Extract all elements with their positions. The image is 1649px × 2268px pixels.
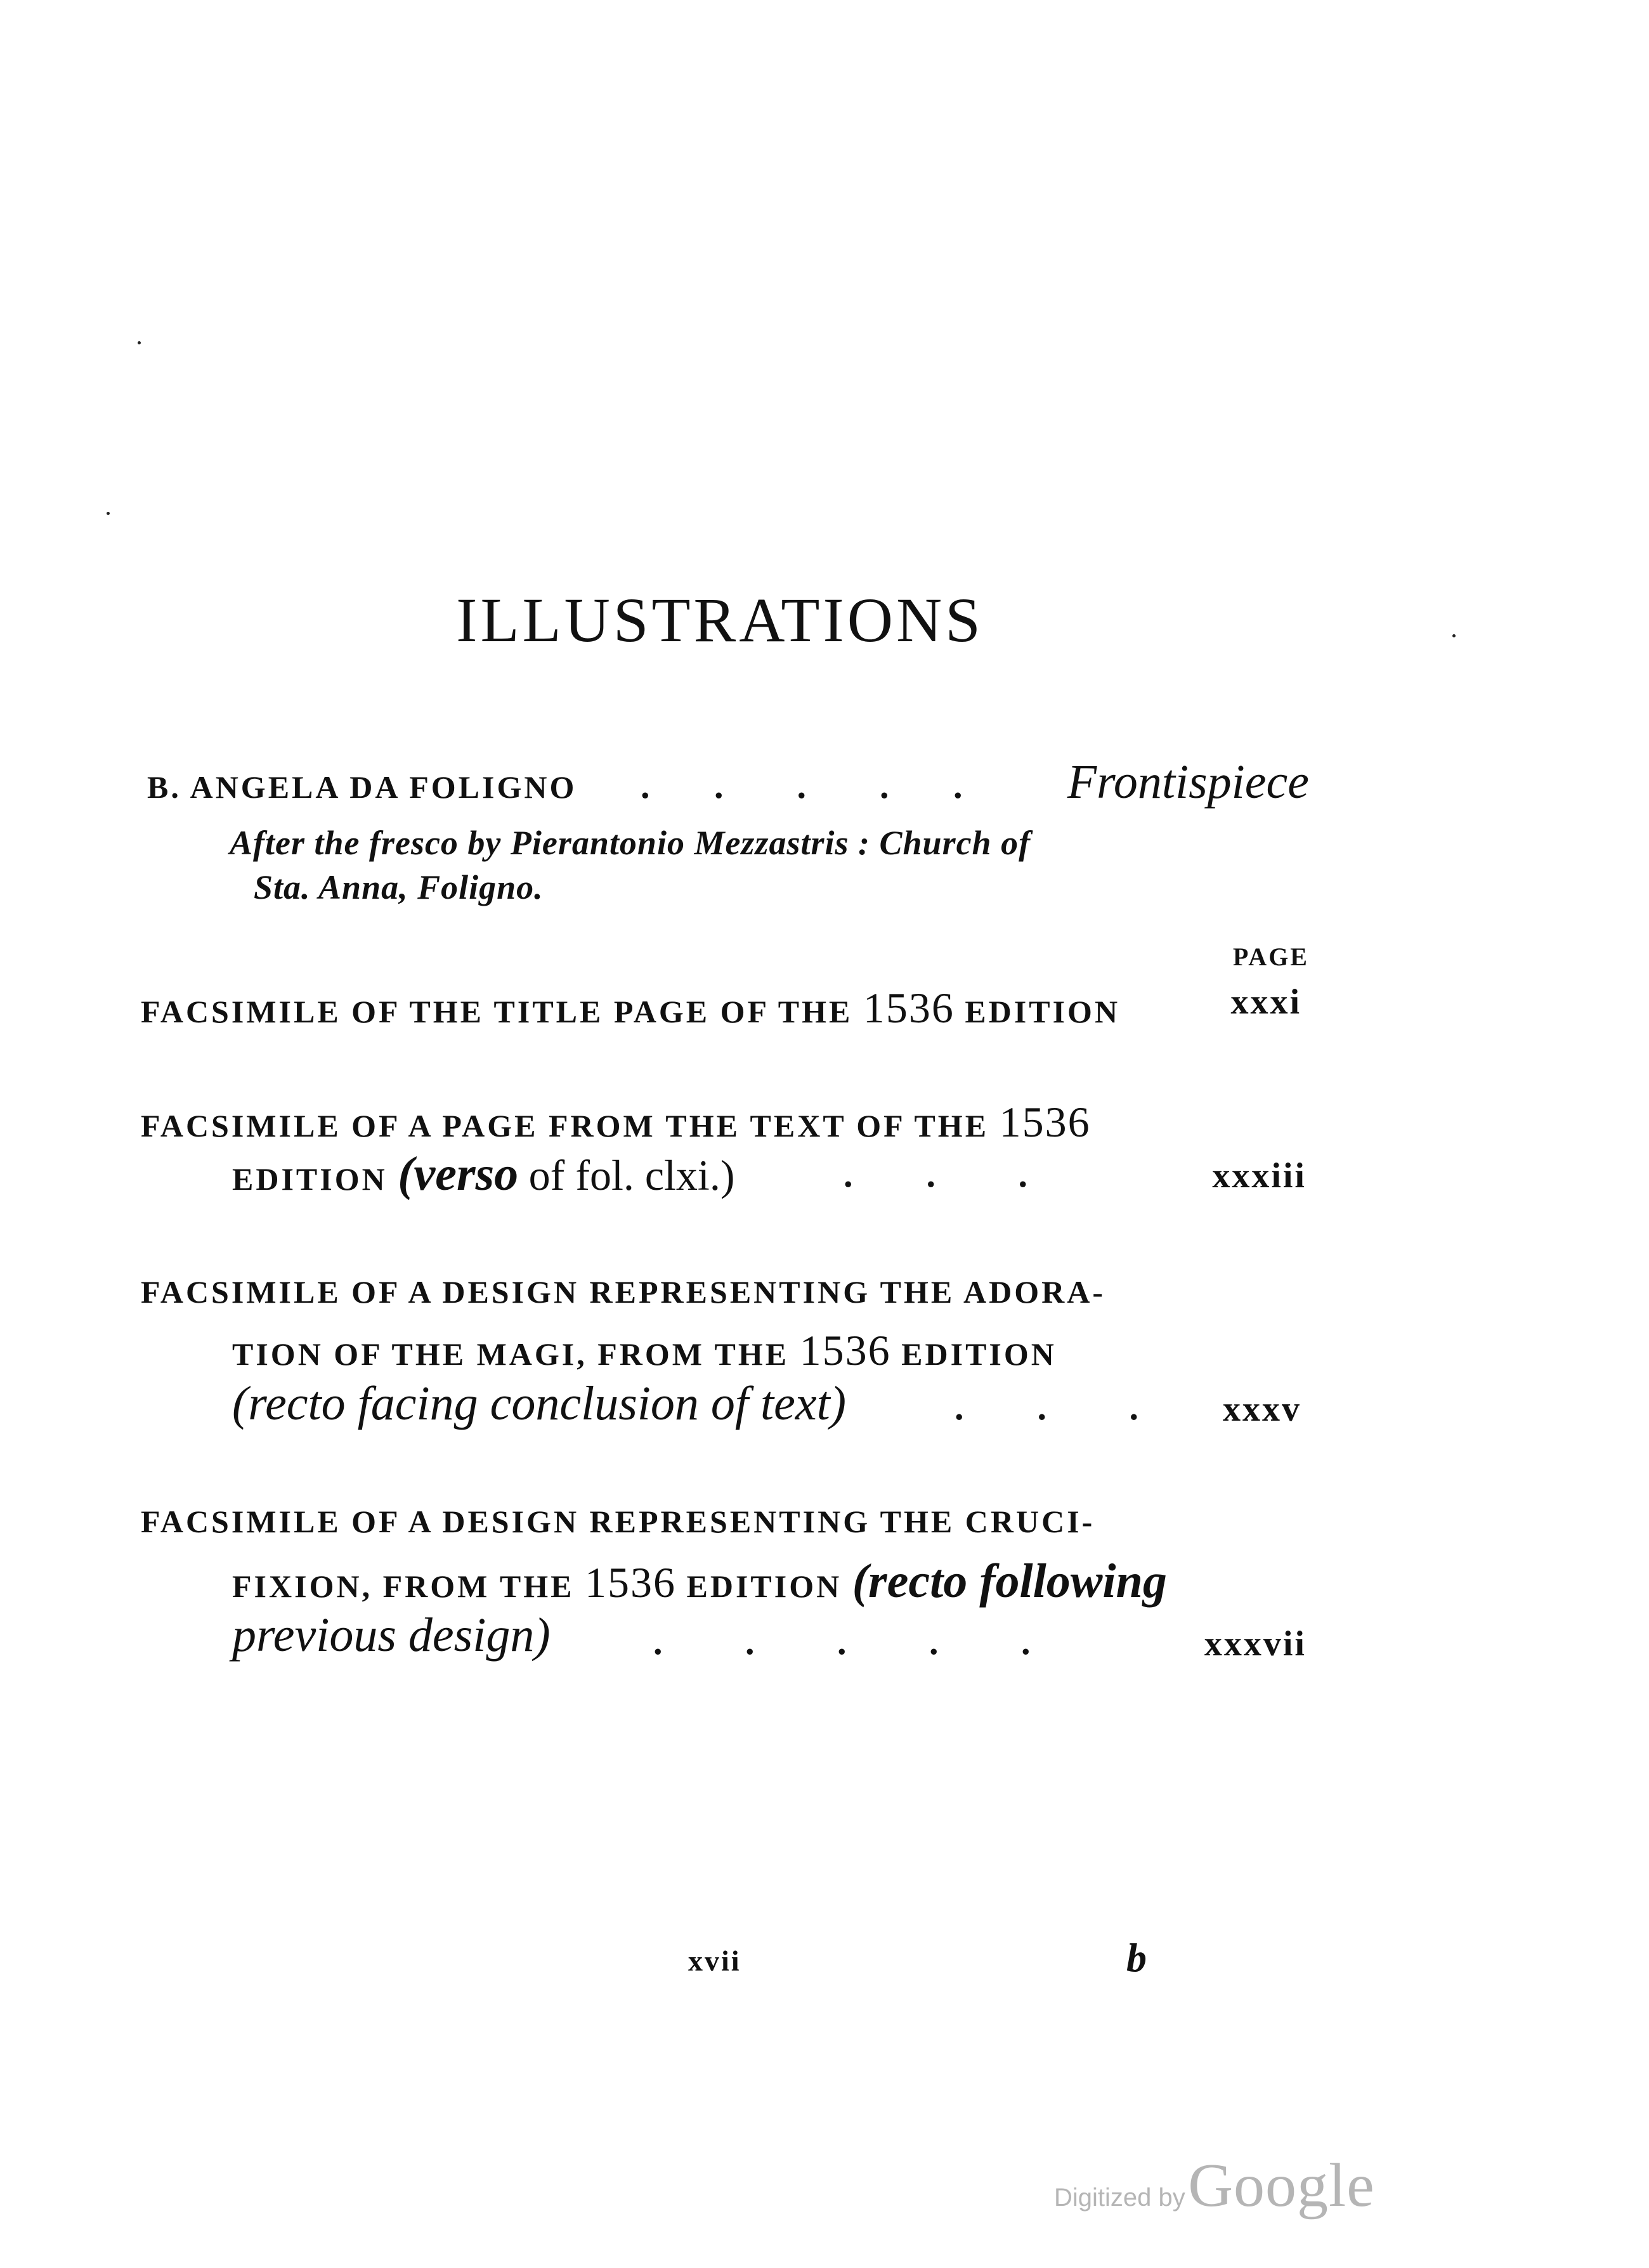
- entry-4-page: xxxv: [1223, 1390, 1301, 1429]
- entry-year: 1536: [999, 1098, 1091, 1146]
- page-title: ILLUSTRATIONS: [456, 585, 984, 655]
- scan-speck: [138, 341, 141, 344]
- entry-5-title-line2: [232, 1554, 1167, 1609]
- entry-year: 1536: [799, 1326, 891, 1374]
- page-ref: Frontispiece: [1067, 755, 1309, 809]
- leader-dots: . . .: [844, 1154, 1027, 1195]
- entry-italic-text: (verso: [398, 1147, 519, 1201]
- entry-title-text: EDITION: [686, 1568, 842, 1604]
- entry-1-caption-line1: After the fresco by Pierantonio Mezzastris : Church of: [230, 824, 1031, 862]
- entry-1-caption-line2: Sta. Anna, Foligno.: [254, 868, 544, 906]
- page-number: xvii: [688, 1945, 741, 1977]
- entry-title-text: EDITION: [965, 994, 1121, 1029]
- entry-title-text: TION OF THE MAGI, FROM THE: [232, 1336, 790, 1372]
- entry-4-title-line1: FACSIMILE OF A DESIGN REPRESENTING THE ADORA-: [141, 1274, 1105, 1310]
- entry-5-title-line1: FACSIMILE OF A DESIGN REPRESENTING THE CRUCI-: [141, 1504, 1095, 1539]
- entry-5-page: xxxvii: [1204, 1624, 1307, 1664]
- signature-mark: b: [1126, 1935, 1147, 1980]
- entry-title-text: EDITION: [232, 1161, 388, 1197]
- entry-title-text: FIXION, FROM THE: [232, 1568, 575, 1604]
- entry-3-page: xxxiii: [1212, 1156, 1307, 1196]
- watermark-brand: Google: [1188, 2151, 1375, 2220]
- page-column-header: PAGE: [1232, 942, 1309, 971]
- entry-2-page: xxxi: [1230, 982, 1301, 1022]
- entry-title-text: B. ANGELA DA FOLIGNO: [147, 769, 577, 805]
- entry-1-title: [147, 769, 577, 805]
- entry-text: of fol. clxi.): [528, 1151, 735, 1199]
- scan-speck: [1452, 634, 1456, 637]
- entry-title-text: EDITION: [901, 1336, 1057, 1372]
- entry-year: 1536: [585, 1558, 676, 1606]
- entry-4-title-line2: [232, 1326, 1057, 1376]
- leader-dots: . . . . .: [653, 1621, 1031, 1662]
- entry-4-title-line3: (recto facing conclusion of text): [232, 1377, 846, 1430]
- entry-year: 1536: [863, 984, 955, 1032]
- entry-3-title-line1: [141, 1097, 1091, 1147]
- digitized-watermark: [1054, 2150, 1375, 2221]
- entry-title-text: FACSIMILE OF A PAGE FROM THE TEXT OF THE: [141, 1108, 989, 1144]
- entry-5-title-line3: previous design): [232, 1608, 551, 1662]
- scan-speck: [107, 512, 110, 515]
- leader-dots: . . .: [955, 1386, 1138, 1428]
- entry-title-text: FACSIMILE OF THE TITLE PAGE OF THE: [141, 994, 853, 1029]
- entry-3-title-line2: [232, 1147, 734, 1202]
- watermark-prefix: Digitized by: [1054, 2184, 1185, 2212]
- entry-italic-text: (recto following: [852, 1554, 1167, 1608]
- leader-dots: . . . . .: [641, 765, 963, 806]
- entry-1-page: [1067, 755, 1309, 810]
- entry-2-title: [141, 983, 1120, 1033]
